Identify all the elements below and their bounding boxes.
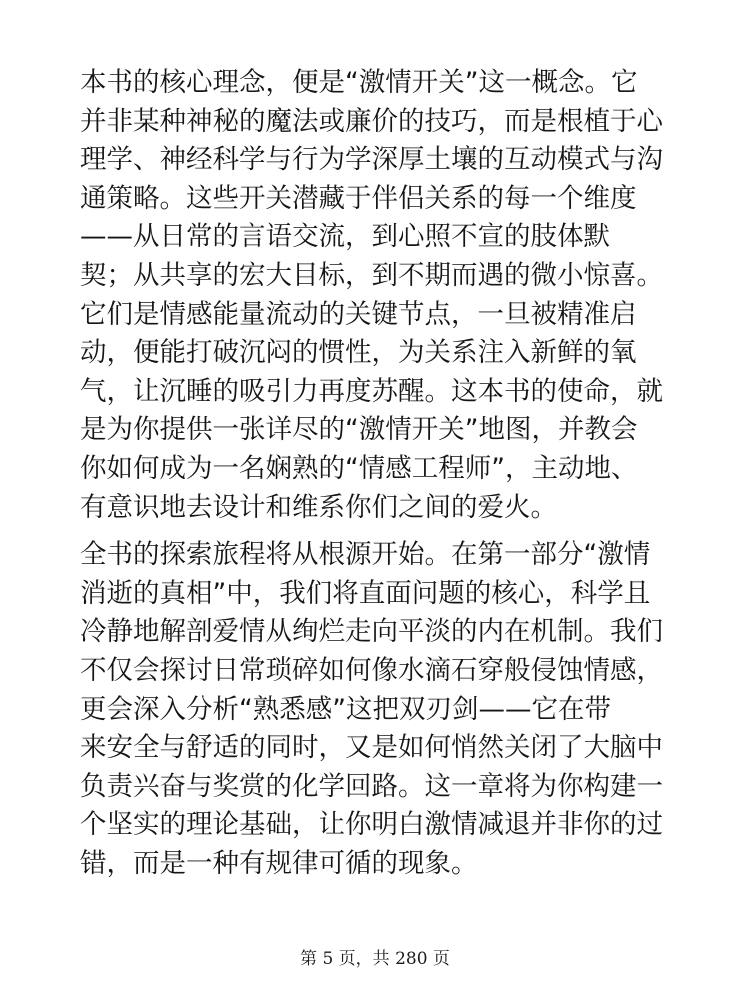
- text-line: 你如何成为一名娴熟的“情感工程师”，主动地、: [80, 452, 638, 484]
- text-line: 并非某种神秘的魔法或廉价的技巧，而是根植于心: [80, 105, 663, 137]
- text-line: 消逝的真相”中，我们将直面问题的核心，科学且: [80, 577, 651, 609]
- text-line: 来安全与舒适的同时，又是如何悄然关闭了大脑中: [80, 732, 663, 764]
- text-line: 通策略。这些开关潜藏于伴侣关系的每一个维度: [80, 182, 637, 214]
- text-line: 更会深入分析“熟悉感”这把双刃剑——它在带: [80, 693, 611, 725]
- text-line: ——从日常的言语交流，到心照不宣的肢体默: [80, 221, 610, 253]
- text-line: 个坚实的理论基础，让你明白激情减退并非你的过: [80, 809, 663, 841]
- text-line: 是为你提供一张详尽的“激情开关”地图，并教会: [80, 414, 638, 446]
- text-line: 它们是情感能量流动的关键节点，一旦被精准启: [80, 298, 637, 330]
- text-line: 冷静地解剖爱情从绚烂走向平淡的内在机制。我们: [80, 616, 663, 648]
- paragraph-2: [80, 536, 670, 883]
- text-line: 负责兴奋与奖赏的化学回路。这一章将为你构建一: [80, 770, 663, 802]
- text-line: 动，便能打破沉闷的惯性，为关系注入新鲜的氧: [80, 337, 637, 369]
- text-line: 不仅会探讨日常琐碎如何像水滴石穿般侵蚀情感，: [80, 654, 663, 686]
- text-line: 错，而是一种有规律可循的现象。: [80, 847, 478, 879]
- paragraph-1: [80, 64, 670, 527]
- text-line: 理学、神经科学与行为学深厚土壤的互动模式与沟: [80, 144, 663, 176]
- page-number-footer: 第 5 页，共 280 页: [300, 949, 450, 969]
- text-line: 有意识地去设计和维系你们之间的爱火。: [80, 491, 557, 523]
- text-line: 气，让沉睡的吸引力再度苏醒。这本书的使命，就: [80, 375, 663, 407]
- body-text: [80, 64, 670, 883]
- text-line: 本书的核心理念，便是“激情开关”这一概念。它: [80, 67, 638, 98]
- text-line: 契；从共享的宏大目标，到不期而遇的微小惊喜。: [80, 259, 663, 291]
- text-line: 全书的探索旅程将从根源开始。在第一部分“激情: [80, 539, 651, 571]
